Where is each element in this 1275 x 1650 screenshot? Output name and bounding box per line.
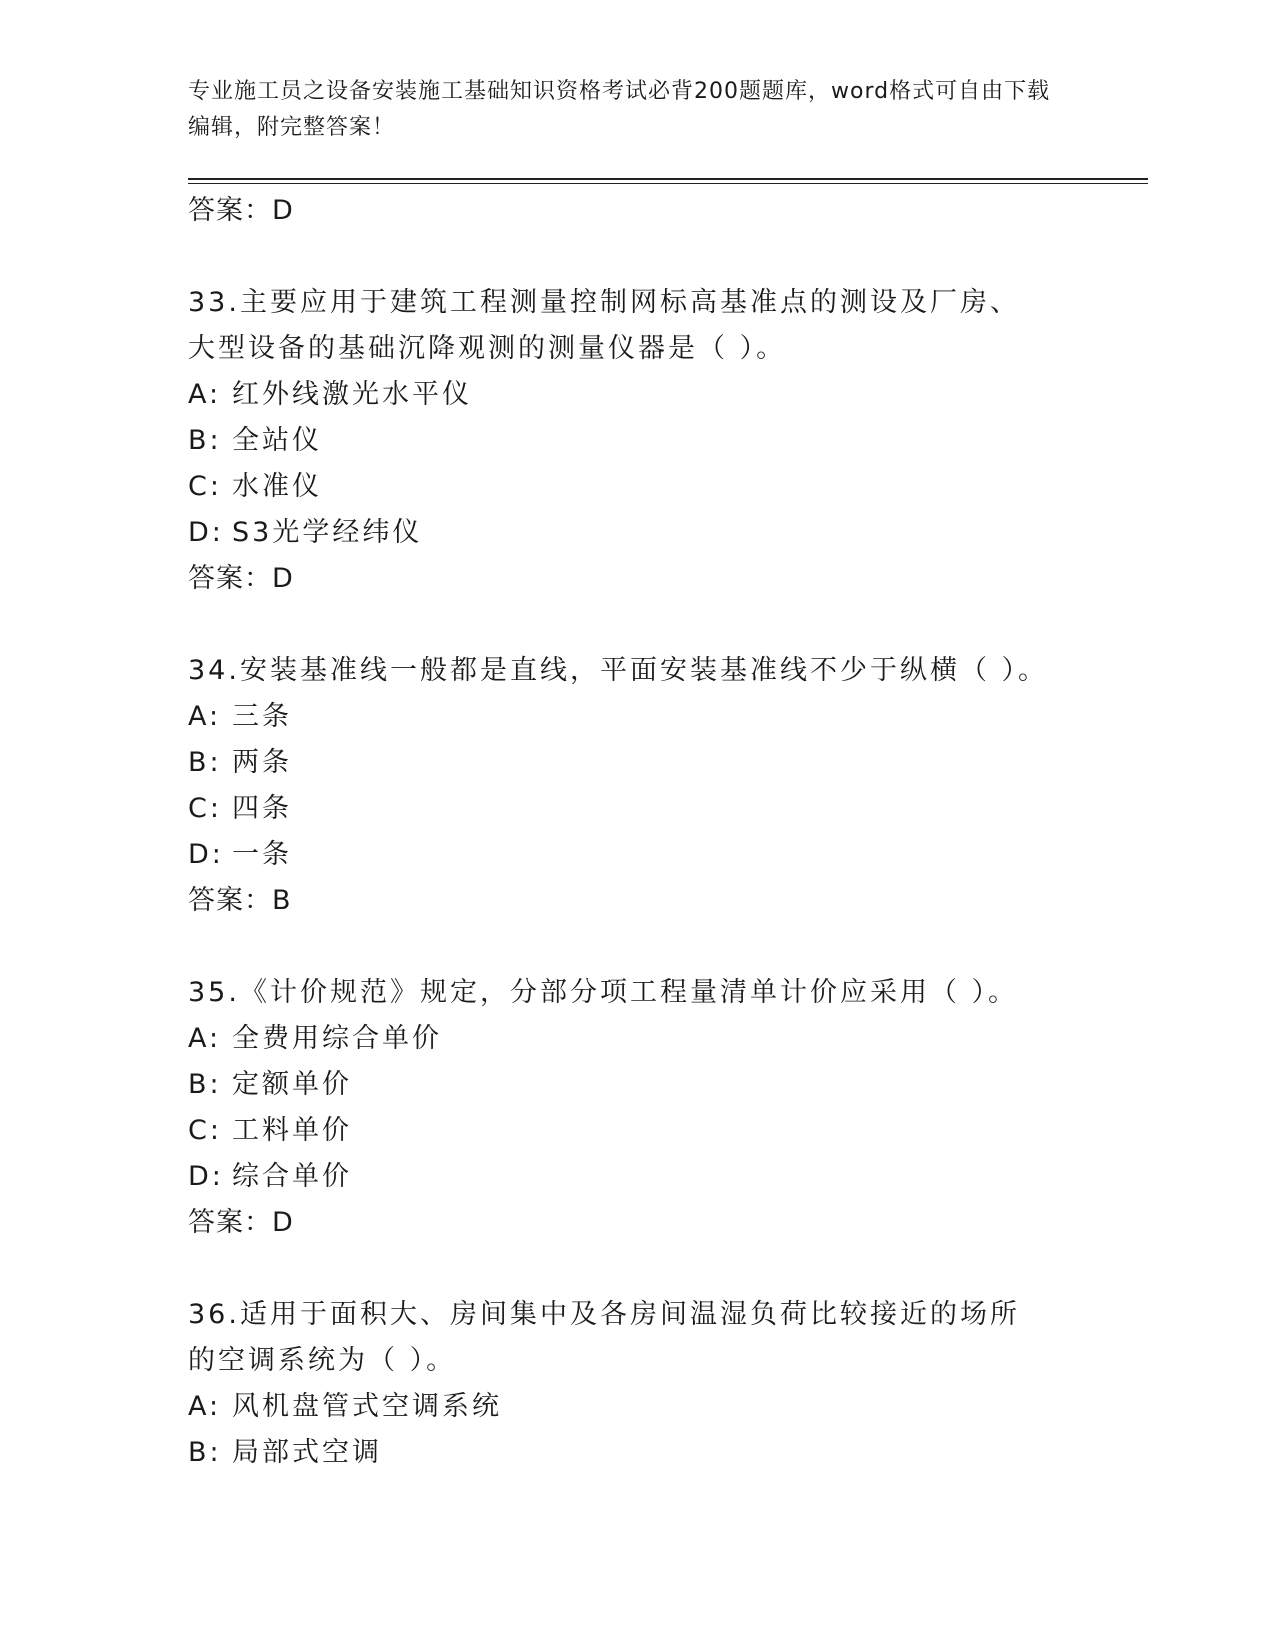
option-text: 综合单价 [232,1161,352,1192]
option-key: D: [188,839,224,870]
option-text: 两条 [232,747,292,778]
answer-label: 答案：D [188,563,294,594]
option-a [188,372,1088,418]
option-text: 全站仪 [232,425,322,456]
question-34 [188,648,1088,924]
option-text: 风机盘管式空调系统 [232,1391,502,1422]
option-a [188,694,1088,740]
option-text: 红外线激光水平仪 [232,379,472,410]
option-text: 一条 [232,839,292,870]
option-text: 水准仪 [232,471,322,502]
question-36 [188,1292,1088,1476]
option-text: 全费用综合单价 [232,1023,442,1054]
header-divider-thick [188,178,1148,180]
header-divider-thin [188,183,1148,184]
answer-label: 答案：D [188,1207,294,1238]
option-key: B: [188,1437,222,1468]
option-b [188,418,1088,464]
option-d [188,510,1088,556]
document-header: 专业施工员之设备安装施工基础知识资格考试必背200题题库，word格式可自由下载编辑，附完整答案！ [188,79,1051,140]
option-text: S3光学经纬仪 [232,517,423,548]
option-text: 定额单价 [232,1069,352,1100]
option-key: A: [188,1391,222,1422]
question-list [188,188,1088,1476]
option-b [188,740,1088,786]
option-b [188,1430,1088,1476]
option-b [188,1062,1088,1108]
question-35 [188,970,1088,1246]
answer-label: 答案：B [188,885,292,916]
option-a [188,1016,1088,1062]
option-c [188,786,1088,832]
option-key: A: [188,379,222,410]
option-key: C: [188,471,222,502]
question-text: 33.主要应用于建筑工程测量控制网标高基准点的测设及厂房、大型设备的基础沉降观测的测量仪器是（ ）。 [188,287,1020,364]
option-a [188,1384,1088,1430]
option-key: B: [188,425,222,456]
option-c [188,1108,1088,1154]
answer-label: 答案：D [188,195,294,226]
option-text: 局部式空调 [232,1437,382,1468]
option-key: D: [188,1161,224,1192]
option-key: B: [188,747,222,778]
option-d [188,1154,1088,1200]
option-key: C: [188,793,222,824]
option-c [188,464,1088,510]
option-text: 四条 [232,793,292,824]
question-text: 34.安装基准线一般都是直线，平面安装基准线不少于纵横（ ）。 [188,655,1049,686]
option-text: 三条 [232,701,292,732]
option-text: 工料单价 [232,1115,352,1146]
question-text: 36.适用于面积大、房间集中及各房间温湿负荷比较接近的场所的空调系统为（ ）。 [188,1299,1020,1376]
question-33 [188,280,1088,602]
option-d [188,832,1088,878]
question-text: 35.《计价规范》规定，分部分项工程量清单计价应采用（ ）。 [188,977,1019,1008]
option-key: D: [188,517,224,548]
option-key: C: [188,1115,222,1146]
option-key: A: [188,1023,222,1054]
option-key: B: [188,1069,222,1100]
option-key: A: [188,701,222,732]
